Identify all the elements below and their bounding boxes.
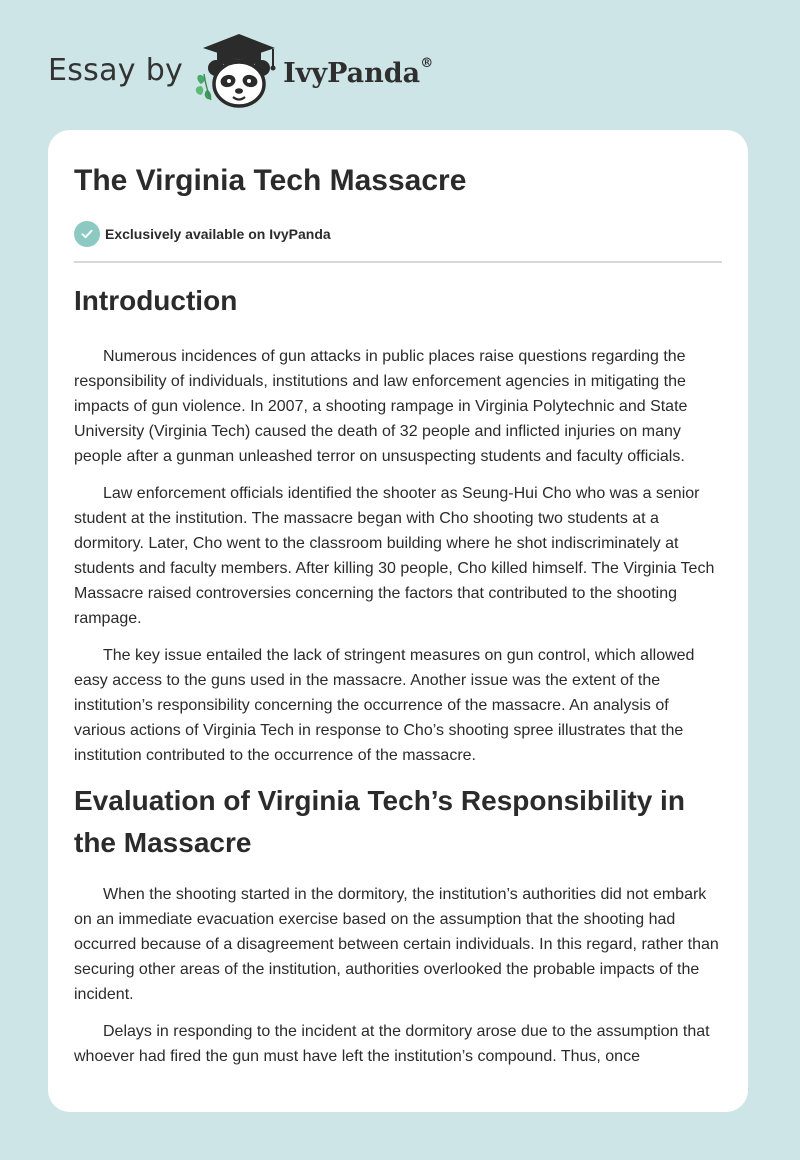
brand-name: [283, 55, 434, 89]
site-header: [48, 30, 433, 110]
exclusive-badge: [74, 221, 331, 247]
essay-title: The Virginia Tech Massacre: [74, 164, 467, 197]
registered-mark: ®: [420, 55, 434, 71]
essay-by-label: Essay by: [48, 52, 184, 88]
panda-graduate-icon: [189, 30, 281, 110]
section-heading-evaluation: Evaluation of Virginia Tech’s Responsibility in the Massacre: [74, 785, 685, 858]
check-circle-icon: [74, 221, 100, 247]
paragraph: The key issue entailed the lack of stringent measures on gun control, which allowed easy access to the guns used in the massacre. Another issue was the extent of the institution’s responsibility concerning the occurrence of the massacre. An analysis of various actions of Virginia Tech in response to Cho’s shooting spree illustrates that the institution contributed to the occurrence of the massacre.: [74, 647, 695, 764]
exclusive-badge-text: Exclusively available on IvyPanda: [105, 226, 331, 242]
paragraph: Delays in responding to the incident at the dormitory arose due to the assumption that whoever had fired the gun must have left the institution’s compound. Thus, once: [74, 1023, 710, 1065]
essay-body: [74, 280, 722, 1081]
section-heading-introduction: Introduction: [74, 285, 238, 316]
paragraph: When the shooting started in the dormitory, the institution’s authorities did not embark on an immediate evacuation exercise based on the assumption that the shooting had occurred because of a disagreement between certain individuals. In this regard, rather than securing other areas of the institution, authorities overlooked the probable impacts of the incident.: [74, 886, 719, 1003]
title-divider: [74, 261, 722, 263]
paragraph: Law enforcement officials identified the shooter as Seung-Hui Cho who was a senior student at the institution. The massacre began with Cho shooting two students at a dormitory. Later, Cho went to the classroom building where he shot indiscriminately at students and faculty members. After killing 30 people, Cho killed himself. The Virginia Tech Massacre raised controversies concerning the factors that contributed to the shooting rampage.: [74, 485, 715, 627]
essay-card: [48, 130, 748, 1112]
brand-name-text: IvyPanda: [283, 57, 421, 89]
paragraph: Numerous incidences of gun attacks in public places raise questions regarding the responsibility of individuals, institutions and law enforcement agencies in mitigating the impacts of gun violence. In 2007, a shooting rampage in Virginia Polytechnic and State University (Virginia Tech) caused the death of 32 people and inflicted injuries on many people after a gunman unleashed terror on unsuspecting students and faculty officials.: [74, 348, 688, 465]
